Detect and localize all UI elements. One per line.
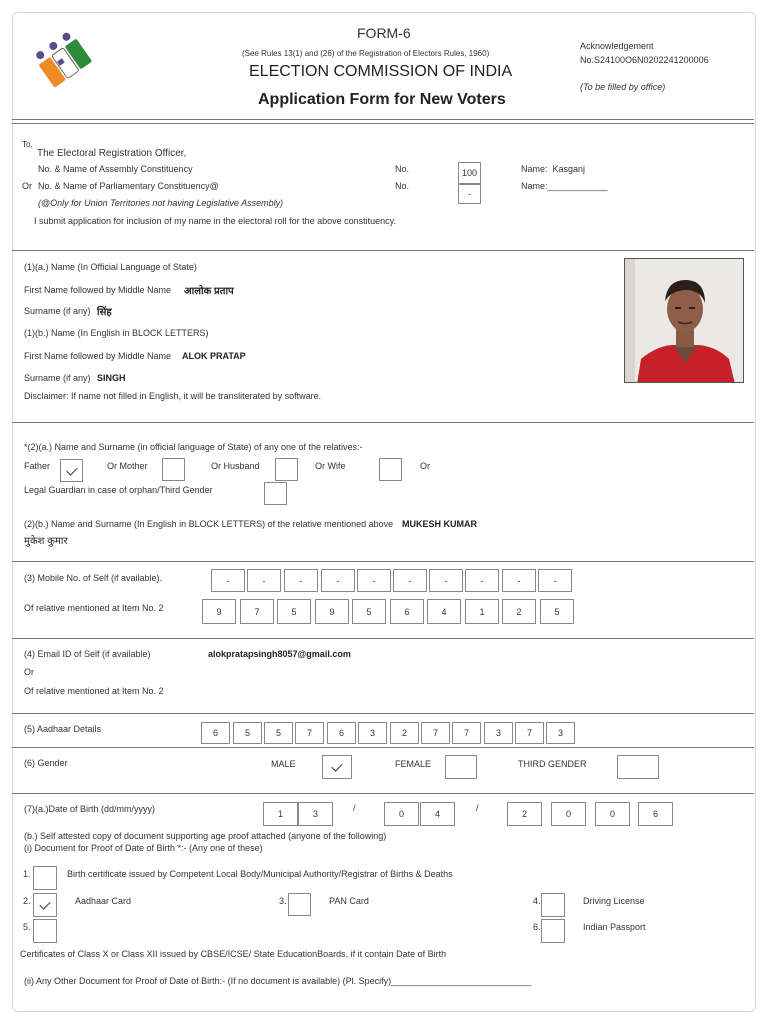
relative-mobile-digit-8[interactable]: 1 [465,599,499,624]
doc-1-number: 1. [23,869,31,879]
gender-label: (6) Gender [24,758,68,768]
self-mobile-digit-5[interactable]: - [357,569,391,592]
officer-label: The Electoral Registration Officer, [37,148,187,159]
email-self-value: alokpratapsingh8057@gmail.com [208,649,351,659]
relative-mobile-digit-3[interactable]: 5 [277,599,311,624]
self-mobile-label: (3) Mobile No. of Self (if available). [24,573,163,583]
doc-1-label: Birth certificate issued by Competent Local Body/Municipal Authority/Registrar of Births & Deaths [67,869,453,879]
proof-heading-i: (i) Document for Proof of Date of Birth *:- (Any one of these) [24,843,263,853]
divider-7 [12,793,754,794]
female-label: FEMALE [395,759,432,769]
self-mobile-digit-7[interactable]: - [429,569,463,592]
divider-1 [12,250,754,251]
aadhaar-digit-3[interactable]: 5 [264,722,293,744]
male-label: MALE [271,759,296,769]
divider-2 [12,422,754,423]
check-icon [331,760,342,771]
father-checkbox[interactable] [60,459,83,482]
aadhaar-digit-7[interactable]: 2 [390,722,419,744]
self-mobile-digit-3[interactable]: - [284,569,318,592]
parliamentary-label: No. & Name of Parliamentary Constituency@ [38,181,219,191]
ut-note: (@Only for Union Territories not having Legislative Assembly) [38,198,284,208]
ack-number: No.S24100O6N0202241200006 [580,55,709,65]
relative-mobile-digit-2[interactable]: 7 [240,599,274,624]
doc-4-checkbox[interactable] [541,893,565,917]
aadhaar-digit-1[interactable]: 6 [201,722,230,744]
third-gender-checkbox[interactable] [617,755,659,779]
doc-1-checkbox[interactable] [33,866,57,890]
dob-digit-5[interactable]: 2 [507,802,542,826]
or-label: Or [22,181,32,191]
mother-checkbox[interactable] [162,458,185,481]
self-mobile-digit-6[interactable]: - [393,569,427,592]
submit-statement: I submit application for inclusion of my name in the electoral roll for the above constituency. [34,216,397,226]
dob-label: (7)(a.)Date of Birth (dd/mm/yyyy) [24,804,156,814]
first-name-english-value: ALOK PRATAP [182,351,246,361]
header-divider-2 [12,123,754,124]
doc-6-checkbox[interactable] [541,919,565,943]
form-number: FORM-6 [357,25,411,41]
relatives-heading: *(2)(a.) Name and Surname (in official language of State) of any one of the relatives:- [24,442,363,452]
transliteration-disclaimer: Disclaimer: If name not filled in English, it will be transliterated by software. [24,391,322,401]
aadhaar-digit-4[interactable]: 7 [295,722,324,744]
parliamentary-no-value: - [468,189,471,199]
self-mobile-digit-4[interactable]: - [321,569,355,592]
relative-mobile-digit-9[interactable]: 2 [502,599,536,624]
divider-6 [12,747,754,748]
parliamentary-name: Name:____________ [521,181,608,191]
dob-digit-4[interactable]: 4 [420,802,455,826]
email-self-label: (4) Email ID of Self (if available) [24,649,151,659]
dob-digit-2[interactable]: 3 [298,802,333,826]
commission-title: ELECTION COMMISSION OF INDIA [249,63,513,80]
doc-3-label: PAN Card [329,896,369,906]
relative-mobile-digit-10[interactable]: 5 [540,599,574,624]
doc-4-label: Driving License [583,896,645,906]
husband-label: Or Husband [211,461,260,471]
ack-label: Acknowledgement [580,41,654,51]
doc-5-label: Certificates of Class X or Class XII issued by CBSE/ICSE/ State EducationBoards, if it contain Date of Birth [20,949,447,959]
surname-label-english: Surname (if any) [24,373,91,383]
surname-label-official: Surname (if any) [24,306,91,316]
first-name-label-english: First Name followed by Middle Name [24,351,172,361]
dob-digit-6[interactable]: 0 [551,802,586,826]
doc-4-number: 4. [533,896,541,906]
self-mobile-digit-8[interactable]: - [465,569,499,592]
doc-2-number: 2. [23,896,31,906]
other-proof-line: (ii) Any Other Document for Proof of Date of Birth:- (If no document is available) (Pl. Specify)____________________________ [24,976,532,986]
dob-digit-7[interactable]: 0 [595,802,630,826]
relative-mobile-digit-4[interactable]: 9 [315,599,349,624]
dob-digit-1[interactable]: 1 [263,802,298,826]
assembly-name: Name: Kasganj [521,164,586,174]
divider-5 [12,713,754,714]
doc-2-label: Aadhaar Card [75,896,132,906]
wife-checkbox[interactable] [379,458,402,481]
self-mobile-digit-10[interactable]: - [538,569,572,592]
husband-checkbox[interactable] [275,458,298,481]
aadhaar-digit-5[interactable]: 6 [327,722,356,744]
dob-separator-2: / [476,803,479,813]
relative-mobile-digit-6[interactable]: 6 [390,599,424,624]
applicant-photo [624,258,744,383]
aadhaar-digit-11[interactable]: 7 [515,722,544,744]
divider-3 [12,561,754,562]
check-icon [39,898,50,909]
doc-2-checkbox[interactable] [33,893,57,917]
relative-mobile-digit-5[interactable]: 5 [352,599,386,624]
relative-mobile-digit-7[interactable]: 4 [427,599,461,624]
dob-digit-3[interactable]: 0 [384,802,419,826]
third-gender-label: THIRD GENDER [518,759,587,769]
doc-5-number: 5. [23,922,31,932]
rules-reference: (See Rules 13(1) and (26) of the Registration of Electors Rules, 1960) [242,49,490,58]
doc-6-number: 6. [533,922,541,932]
divider-4 [12,638,754,639]
english-name-heading: (1)(b.) Name (In English in BLOCK LETTERS) [24,328,209,338]
aadhaar-digit-9[interactable]: 7 [452,722,481,744]
guardian-label: Legal Guardian in case of orphan/Third Gender [24,485,213,495]
aadhaar-digit-10[interactable]: 3 [484,722,513,744]
parliamentary-no-label: No. [395,181,410,191]
assembly-no-value: 100 [461,168,478,178]
doc-3-number: 3. [279,896,287,906]
header-divider [12,119,754,120]
assembly-label: No. & Name of Assembly Constituency [38,164,193,174]
parliamentary-no-field[interactable] [458,184,481,204]
surname-english-value: SINGH [97,373,126,383]
form-sheet [12,12,756,1012]
relative-official-value: मुकेश कुमार [24,536,68,547]
female-checkbox[interactable] [445,755,477,779]
male-checkbox[interactable] [322,755,352,779]
self-mobile-digit-9[interactable]: - [502,569,536,592]
email-or-label: Or [24,667,34,677]
first-name-official-value: आलोक प्रताप [184,286,234,297]
to-label: To, [22,140,33,149]
doc-6-label: Indian Passport [583,922,646,932]
assembly-no-label: No. [395,164,410,174]
relative-mobile-digit-1[interactable]: 9 [202,599,236,624]
office-note: (To be filled by office) [580,82,666,92]
dob-digit-8[interactable]: 6 [638,802,673,826]
aadhaar-digit-2[interactable]: 5 [233,722,262,744]
email-relative-label: Of relative mentioned at Item No. 2 [24,686,164,696]
eci-logo [28,30,106,94]
aadhaar-digit-8[interactable]: 7 [421,722,450,744]
form-title: Application Form for New Voters [258,91,506,108]
relative-english-heading: (2)(b.) Name and Surname (In English in BLOCK LETTERS) of the relative mentioned above [24,519,394,529]
aadhaar-digit-6[interactable]: 3 [358,722,387,744]
doc-5-checkbox[interactable] [33,919,57,943]
father-label: Father [24,461,51,471]
aadhaar-label: (5) Aadhaar Details [24,724,102,734]
guardian-checkbox[interactable] [264,482,287,505]
or-label-end: Or [420,461,430,471]
official-name-heading: (1)(a.) Name (In Official Language of State) [24,262,197,272]
doc-3-checkbox[interactable] [288,893,311,916]
check-icon [66,464,77,475]
proof-heading-b: (b.) Self attested copy of document supporting age proof attached (anyone of the following) [24,831,387,841]
first-name-label-official: First Name followed by Middle Name [24,285,172,295]
self-mobile-digit-1[interactable]: - [211,569,245,592]
dob-separator-1: / [353,803,356,813]
assembly-no-field[interactable] [458,162,481,184]
surname-official-value: सिंह [97,307,112,318]
self-mobile-digit-2[interactable]: - [247,569,281,592]
relative-english-value: MUKESH KUMAR [402,519,477,529]
aadhaar-digit-12[interactable]: 3 [546,722,575,744]
wife-label: Or Wife [315,461,346,471]
mother-label: Or Mother [107,461,148,471]
relative-mobile-label: Of relative mentioned at Item No. 2 [24,603,164,613]
